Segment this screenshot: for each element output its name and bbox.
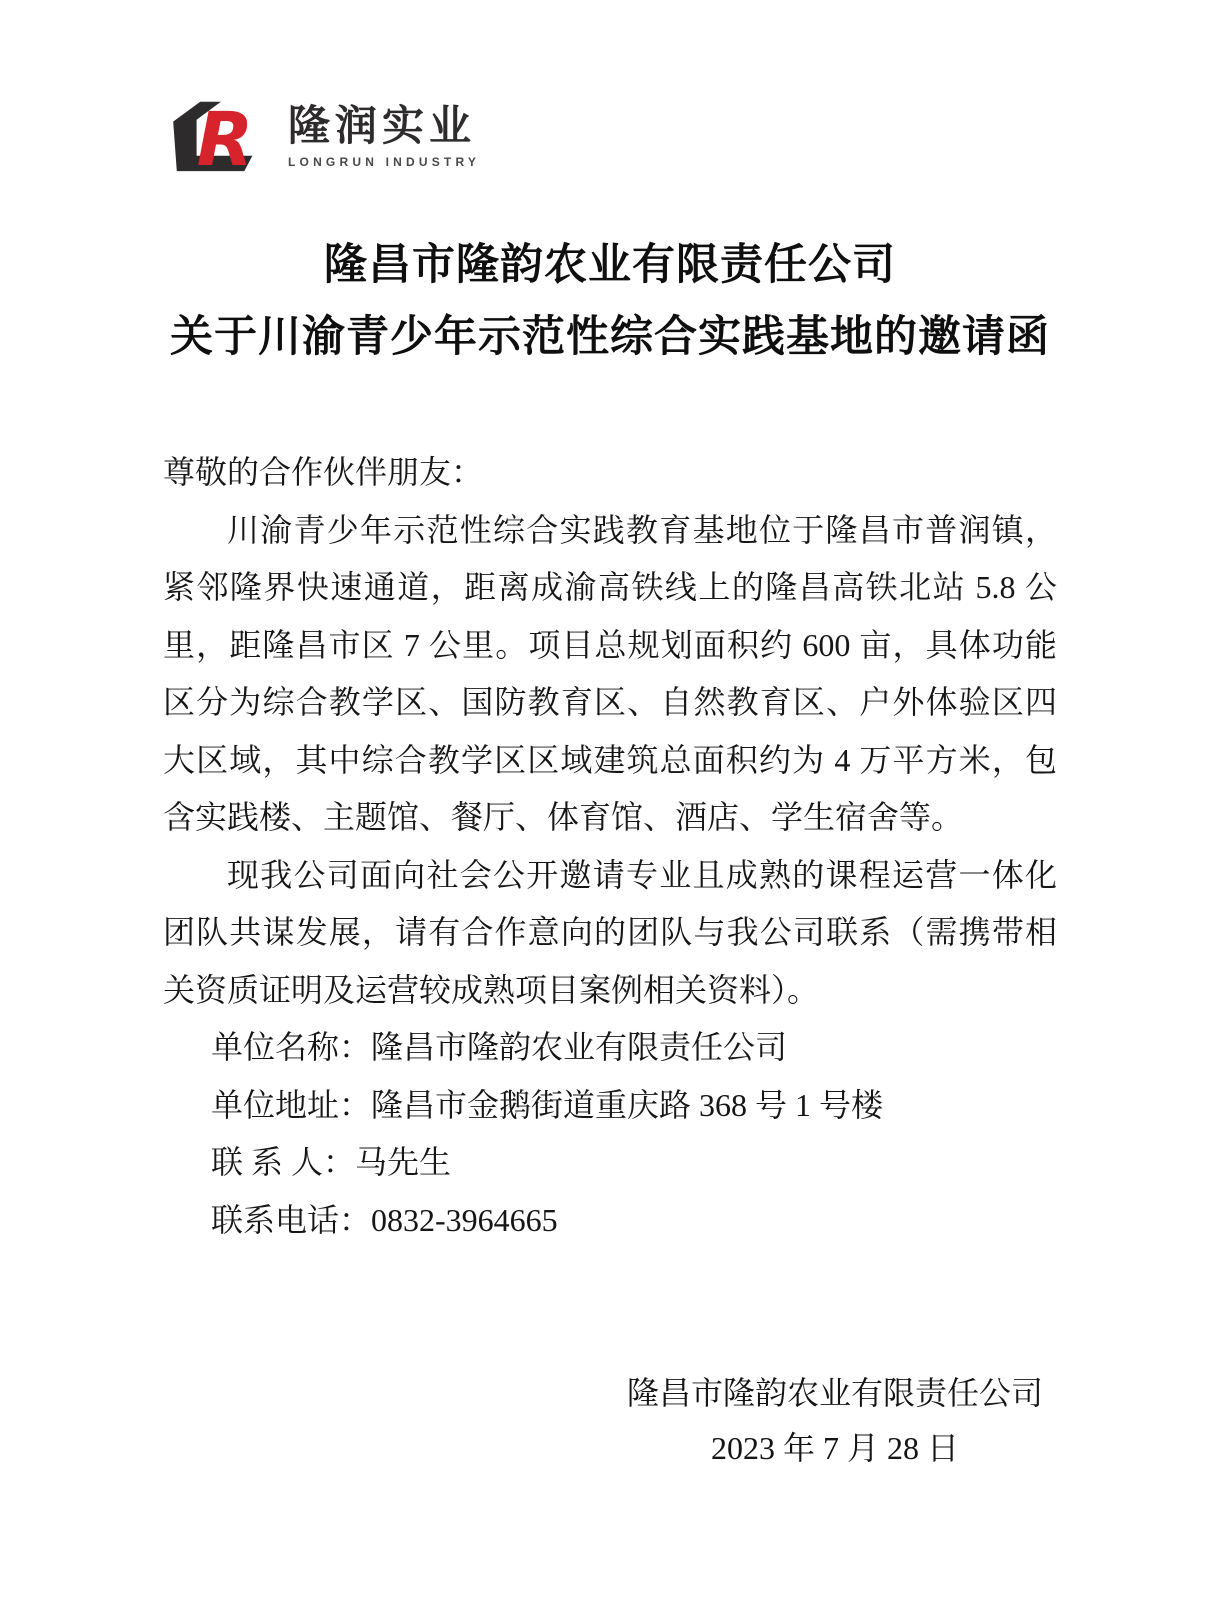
info-line-company-address xyxy=(163,1077,1057,1135)
signature-company: 隆昌市隆韵农业有限责任公司 xyxy=(626,1375,1043,1411)
signature-inner xyxy=(627,1367,1043,1475)
info-line-contact-phone xyxy=(163,1192,1057,1250)
letter-body xyxy=(163,444,1057,1249)
document-title xyxy=(163,230,1057,374)
info-value: 隆昌市隆韵农业有限责任公司 xyxy=(371,1029,788,1065)
logo-company-name-en: LONGRUN INDUSTRY xyxy=(288,155,481,170)
salutation: 尊敬的合作伙伴朋友： xyxy=(163,454,484,490)
paragraph-project-intro: 川渝青少年示范性综合实践教育基地位于隆昌市普润镇，紧邻隆界快速通道，距离成渝高铁线上的隆昌高铁北站 5.8 公里，距隆昌市区 7 公里。项目总规划面积约 600 亩，具体功能区分为综合教学区、国防教育区、自然教育区、户外体验区四大区域，其中综合教学区区域建筑总面积约为 4 万平方米，包含实践楼、主题馆、餐厅、体育馆、酒店、学生宿舍等。 xyxy=(163,511,1057,835)
info-label: 单位地址： xyxy=(211,1086,372,1123)
paragraph-invitation: 现我公司面向社会公开邀请专业且成熟的课程运营一体化团队共谋发展，请有合作意向的团队与我公司联系（需携带相关资质证明及运营较成熟项目案例相关资料）。 xyxy=(163,856,1057,1008)
company-logo xyxy=(0,100,1223,172)
signature-date: 2023 年 7 月 28 日 xyxy=(710,1430,959,1466)
info-label: 联 系 人： xyxy=(211,1144,356,1180)
logo-text-block xyxy=(288,103,480,169)
info-line-contact-person xyxy=(163,1134,1057,1192)
info-value: 马先生 xyxy=(355,1144,452,1180)
title-line-subject: 关于川渝青少年示范性综合实践基地的邀请函 xyxy=(170,314,1050,361)
longrun-lr-logo-icon xyxy=(168,100,272,172)
info-value: 隆昌市金鹅街道重庆路 368 号 1 号楼 xyxy=(371,1086,884,1123)
info-line-company-name xyxy=(163,1019,1057,1077)
info-value: 0832-3964665 xyxy=(371,1201,558,1238)
signature-block xyxy=(163,1367,1057,1475)
svg-text:R: R xyxy=(196,100,254,172)
title-line-company: 隆昌市隆韵农业有限责任公司 xyxy=(324,242,896,289)
logo-company-name-cn: 隆润实业 xyxy=(288,101,477,149)
info-label: 联系电话： xyxy=(211,1201,372,1238)
info-label: 单位名称： xyxy=(211,1029,372,1065)
